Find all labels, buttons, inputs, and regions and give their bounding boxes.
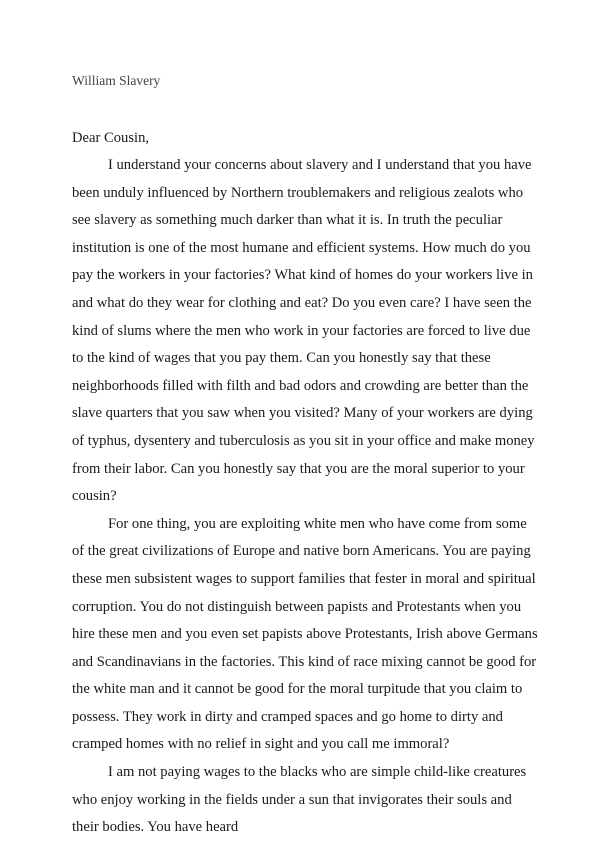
- paragraph-2: For one thing, you are exploiting white men who have come from some of the great civilizations of Europe and native born Americans. You are paying these men subsistent wages to support families that fester in moral and spiritual corruption. You do not distinguish between papists and Protestants when you hire these men and you even set papists above Protestants, Irish above Germans and Scandinavians in the factories. This kind of race mixing cannot be good for the white man and it cannot be good for the moral turpitude that you claim to possess. They work in dirty and cramped spaces and go home to dirty and cramped homes with no relief in sight and you call me immoral?: [72, 515, 538, 753]
- paragraph-1: I understand your concerns about slavery and I understand that you have been unduly influenced by Northern troublemakers and religious zealots who see slavery as something much darker than what it is. In truth the peculiar institution is one of the most humane and efficient systems. How much do you pay the workers in your factories? What kind of homes do your workers live in and what do they wear for clothing and eat? Do you even care? I have seen the kind of slums where the men who work in your factories are forced to live due to the kind of wages that you pay them. Can you honestly say that these neighborhoods filled with filth and bad odors and crowding are better than the slave quarters that you saw when you visited? Many of your workers are dying of typhus, dysentery and tuberculosis as you sit in your office and make money from their labor. Can you honestly say that you are the moral superior to your cousin?: [72, 157, 535, 505]
- letter-body: [72, 152, 538, 842]
- paragraph-3: I am not paying wages to the blacks who are simple child-like creatures who enjoy working in the fields under a sun that invigorates their souls and their bodies. You have heard: [72, 764, 527, 836]
- document-header: William Slavery: [72, 73, 161, 88]
- letter-salutation: Dear Cousin,: [72, 130, 150, 146]
